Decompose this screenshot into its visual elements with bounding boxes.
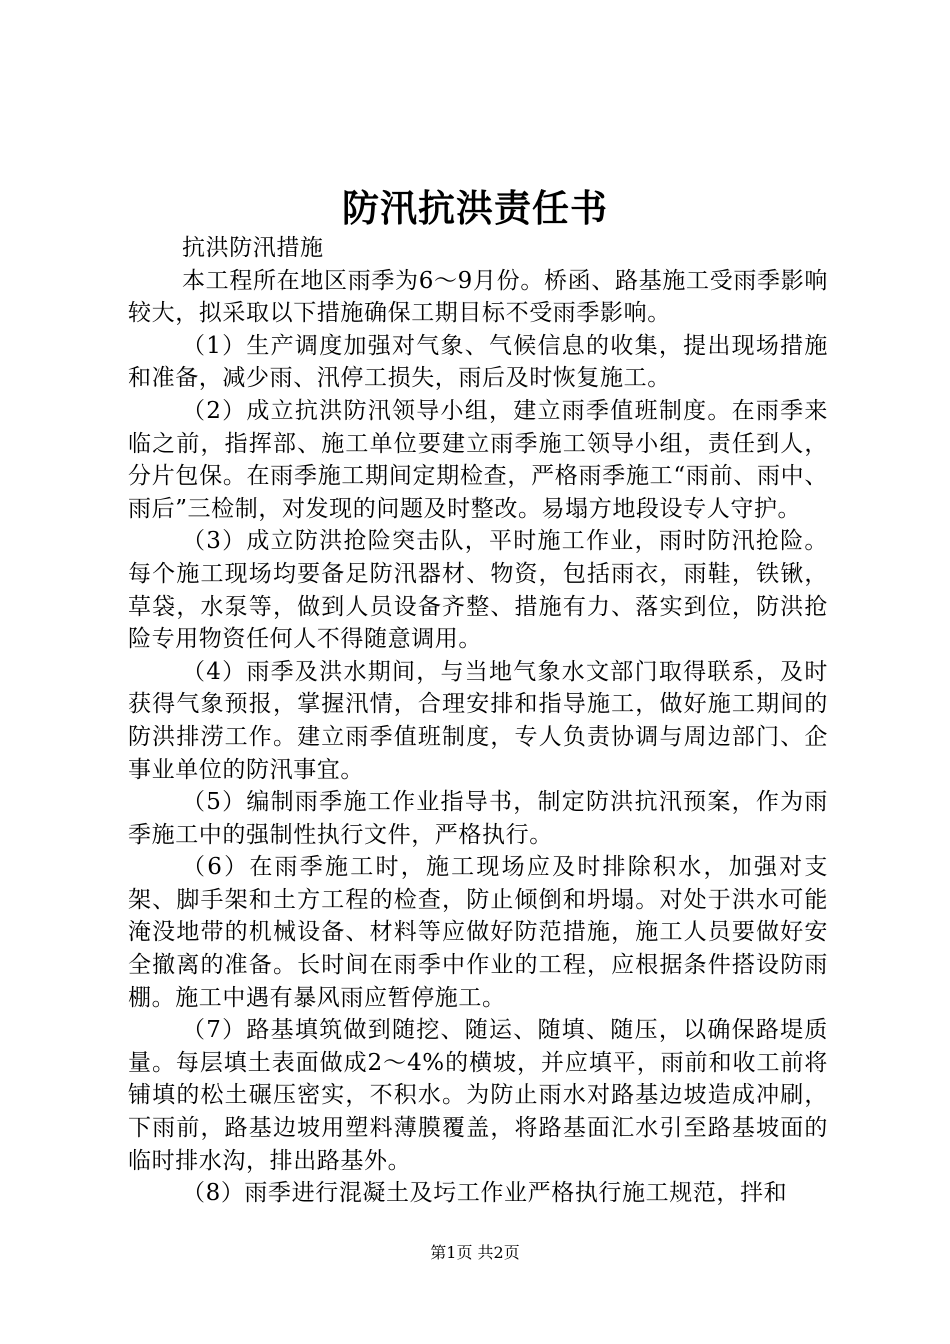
measure-paragraph-5: （5）编制雨季施工作业指导书，制定防洪抗汛预案，作为雨季施工中的强制性执行文件，严格执行。	[128, 789, 828, 848]
measure-paragraph-2: （2）成立抗洪防汛领导小组，建立雨季值班制度。在雨季来临之前，指挥部、施工单位要建立雨季施工领导小组，责任到人，分片包保。在雨季施工期间定期检查，严格雨季施工“雨前、雨中、雨后”三检制，对发现的问题及时整改。易塌方地段设专人守护。	[128, 397, 828, 522]
measure-paragraph-4: （4）雨季及洪水期间，与当地气象水文部门取得联系，及时获得气象预报，掌握汛情，合理安排和指导施工，做好施工期间的防洪排涝工作。建立雨季值班制度，专人负责协调与周边部门、企事业单位的防汛事宜。	[128, 658, 828, 783]
intro-paragraph: 本工程所在地区雨季为6～9月份。桥函、路基施工受雨季影响较大，拟采取以下措施确保工期目标不受雨季影响。	[128, 267, 828, 327]
page-footer: 第1页 共2页	[430, 1243, 520, 1262]
measure-paragraph-6: （6）在雨季施工时，施工现场应及时排除积水，加强对支架、脚手架和土方工程的检查，防止倾倒和坍塌。对处于洪水可能淹没地带的机械设备、材料等应做好防范措施，施工人员要做好安全撤离的准备。长时间在雨季中作业的工程，应根据条件搭设防雨棚。施工中遇有暴风雨应暂停施工。	[128, 854, 828, 1011]
document-title: 防汛抗洪责任书	[342, 186, 608, 230]
measure-paragraph-1: （1）生产调度加强对气象、气候信息的收集，提出现场措施和准备，减少雨、汛停工损失，雨后及时恢复施工。	[128, 332, 828, 392]
section-heading: 抗洪防汛措施	[182, 235, 324, 261]
measure-paragraph-7: （7）路基填筑做到随挖、随运、随填、随压，以确保路堤质量。每层填土表面做成2～4%的横坡，并应填平，雨前和收工前将铺填的松土碾压密实，不积水。为防止雨水对路基边坡造成冲刷，下雨前，路基边坡用塑料薄膜覆盖，将路基面汇水引至路基坡面的临时排水沟，排出路基外。	[128, 1017, 828, 1174]
document-body	[128, 232, 828, 1210]
measure-paragraph-3: （3）成立防洪抢险突击队，平时施工作业，雨时防汛抢险。每个施工现场均要备足防汛器材、物资，包括雨衣，雨鞋，铁锹，草袋，水泵等，做到人员设备齐整、措施有力、落实到位，防洪抢险专用物资任何人不得随意调用。	[128, 528, 828, 653]
measure-paragraph-8: （8）雨季进行混凝土及圬工作业严格执行施工规范，拌和	[182, 1180, 788, 1207]
